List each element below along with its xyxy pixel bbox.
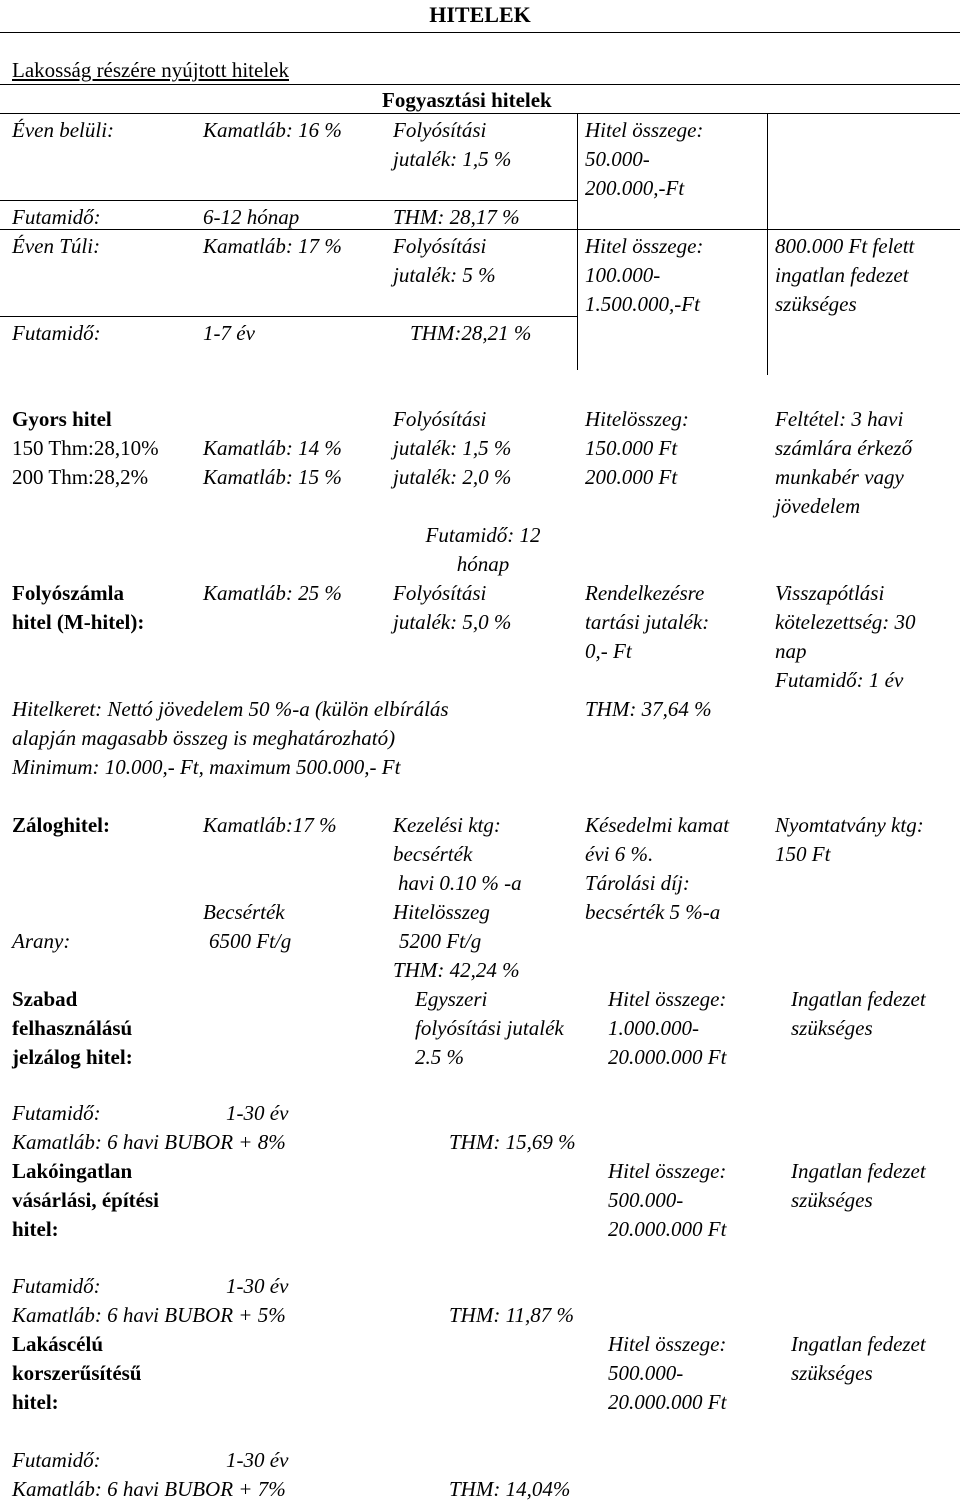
over-year-note: ingatlan fedezet (775, 263, 909, 287)
home-purchase-term-label: Futamidő: (12, 1274, 101, 1298)
consumer-top-rule (0, 84, 960, 85)
quick-loan-term: hónap (456, 552, 510, 576)
free-mortgage-rate: Kamatláb: 6 havi BUBOR + 8% (12, 1130, 286, 1154)
over-year-fee: Folyósítási (393, 234, 487, 258)
renovation-amount: 20.000.000 Ft (608, 1390, 727, 1414)
over-year-note: szükséges (775, 292, 857, 316)
within-year-fee: Folyósítási (393, 118, 487, 142)
over-year-thm: THM:28,21 % (410, 321, 532, 345)
over-year-amount: 1.500.000,-Ft (585, 292, 700, 316)
title-rule (0, 32, 960, 33)
consumer-heading-rule (0, 113, 960, 114)
free-mortgage-thm: THM: 15,69 % (449, 1130, 576, 1154)
within-year-rate: Kamatláb: 16 % (203, 118, 342, 142)
home-purchase-label: vásárlási, építési (12, 1188, 159, 1212)
over-year-amount: Hitel összege: (585, 234, 704, 258)
within-year-thm: THM: 28,17 % (393, 205, 520, 229)
within-year-amount: 200.000,-Ft (585, 176, 685, 200)
over-year-rate: Kamatláb: 17 % (203, 234, 342, 258)
overdraft-fee: jutalék: 5,0 % (393, 610, 512, 634)
quick-loan-label: Gyors hitel (12, 407, 112, 431)
free-mortgage-amount: Hitel összege: (608, 987, 727, 1011)
free-mortgage-label: Szabad (12, 987, 78, 1011)
overdraft-limit: Minimum: 10.000,- Ft, maximum 500.000,- Ft (12, 755, 401, 779)
renovation-rate: Kamatláb: 6 havi BUBOR + 7% (12, 1477, 286, 1501)
renovation-label: korszerűsítésű (12, 1361, 142, 1385)
pawn-handling-cost: havi 0.10 % -a (398, 871, 522, 895)
renovation-label: hitel: (12, 1390, 59, 1414)
home-purchase-label: Lakóingatlan (12, 1159, 133, 1183)
within-year-term-label: Futamidő: (12, 205, 101, 229)
free-mortgage-fee: folyósítási jutalék (415, 1016, 564, 1040)
over-year-label: Éven Túli: (12, 234, 101, 258)
home-purchase-label: hitel: (12, 1217, 59, 1241)
renovation-amount: 500.000- (608, 1361, 684, 1385)
overdraft-availability: Rendelkezésre (585, 581, 705, 605)
overdraft-label: hitel (M-hitel): (12, 610, 145, 634)
home-purchase-note: szükséges (791, 1188, 873, 1212)
consumer-row-rule-3 (0, 316, 577, 317)
within-year-fee: jutalék: 1,5 % (393, 147, 512, 171)
renovation-amount: Hitel összege: (608, 1332, 727, 1356)
pawn-print-cost: 150 Ft (775, 842, 831, 866)
renovation-thm: THM: 14,04% (449, 1477, 571, 1501)
overdraft-repayment: nap (775, 639, 807, 663)
home-purchase-amount: 20.000.000 Ft (608, 1217, 727, 1241)
home-purchase-note: Ingatlan fedezet (791, 1159, 926, 1183)
quick-loan-term: Futamidő: 12 (425, 523, 541, 547)
home-purchase-amount: 500.000- (608, 1188, 684, 1212)
consumer-row-rule-1 (0, 200, 577, 201)
overdraft-limit: Hitelkeret: Nettó jövedelem 50 %-a (külön elbírálás (12, 697, 449, 721)
consumer-heading: Fogyasztási hitelek (382, 88, 552, 112)
gold-estimate: 6500 Ft/g (209, 929, 292, 953)
over-year-note: 800.000 Ft felett (775, 234, 915, 258)
free-mortgage-fee: Egyszeri (415, 987, 488, 1011)
within-year-amount: 50.000- (585, 147, 650, 171)
quick-loan-fee: jutalék: 2,0 % (393, 465, 512, 489)
renovation-note: szükséges (791, 1361, 873, 1385)
quick-loan-condition: munkabér vagy (775, 465, 904, 489)
home-purchase-term: 1-30 év (226, 1274, 289, 1298)
over-year-fee: jutalék: 5 % (393, 263, 496, 287)
overdraft-availability: 0,- Ft (585, 639, 632, 663)
within-year-amount: Hitel összege: (585, 118, 704, 142)
over-year-term-label: Futamidő: (12, 321, 101, 345)
pawn-handling-cost: Kezelési ktg: (393, 813, 501, 837)
quick-loan-amount-head: Hitelösszeg: (585, 407, 689, 431)
home-purchase-thm: THM: 11,87 % (449, 1303, 575, 1327)
pawn-handling-cost: becsérték (393, 842, 473, 866)
free-mortgage-term: 1-30 év (226, 1101, 289, 1125)
overdraft-availability: tartási jutalék: (585, 610, 710, 634)
pawn-storage-fee: becsérték 5 %-a (585, 900, 721, 924)
pawn-loan-head: Hitelösszeg (393, 900, 490, 924)
pawn-print-cost: Nyomtatvány ktg: (775, 813, 924, 837)
pawn-thm: THM: 42,24 % (393, 958, 520, 982)
overdraft-repayment: Visszapótlási (775, 581, 885, 605)
free-mortgage-note: Ingatlan fedezet (791, 987, 926, 1011)
overdraft-rate: Kamatláb: 25 % (203, 581, 342, 605)
over-year-amount: 100.000- (585, 263, 661, 287)
section-subtitle: Lakosság részére nyújtott hitelek (12, 58, 289, 82)
free-mortgage-term-label: Futamidő: (12, 1101, 101, 1125)
renovation-term-label: Futamidő: (12, 1448, 101, 1472)
renovation-note: Ingatlan fedezet (791, 1332, 926, 1356)
consumer-divider-2 (767, 113, 768, 375)
quick-loan-amount: 200.000 Ft (585, 465, 678, 489)
free-mortgage-fee: 2.5 % (415, 1045, 464, 1069)
overdraft-repayment: Futamidő: 1 év (775, 668, 904, 692)
free-mortgage-label: felhasználású (12, 1016, 133, 1040)
within-year-label: Éven belüli: (12, 118, 115, 142)
page-title: HITELEK (429, 2, 531, 27)
quick-loan-rate: Kamatláb: 15 % (203, 465, 342, 489)
overdraft-limit: alapján magasabb összeg is meghatározható) (12, 726, 396, 750)
quick-loan-condition: Feltétel: 3 havi (775, 407, 904, 431)
gold-label: Arany: (12, 929, 71, 953)
quick-loan-condition: jövedelem (775, 494, 861, 518)
free-mortgage-amount: 1.000.000- (608, 1016, 699, 1040)
within-year-term: 6-12 hónap (203, 205, 300, 229)
consumer-divider-1 (577, 113, 578, 370)
pawn-late-fee: Késedelmi kamat (585, 813, 730, 837)
overdraft-repayment: kötelezettség: 30 (775, 610, 916, 634)
quick-loan-rate: Kamatláb: 14 % (203, 436, 342, 460)
free-mortgage-note: szükséges (791, 1016, 873, 1040)
gold-loan: 5200 Ft/g (399, 929, 482, 953)
free-mortgage-label: jelzálog hitel: (12, 1045, 133, 1069)
renovation-label: Lakáscélú (12, 1332, 104, 1356)
quick-loan-row: 150 Thm:28,10% (12, 436, 159, 460)
quick-loan-amount: 150.000 Ft (585, 436, 678, 460)
free-mortgage-amount: 20.000.000 Ft (608, 1045, 727, 1069)
quick-loan-fee: jutalék: 1,5 % (393, 436, 512, 460)
home-purchase-rate: Kamatláb: 6 havi BUBOR + 5% (12, 1303, 286, 1327)
pawn-loan-label: Záloghitel: (12, 813, 110, 837)
quick-loan-condition: számlára érkező (775, 436, 913, 460)
overdraft-fee: Folyósítási (393, 581, 487, 605)
quick-loan-row: 200 Thm:28,2% (12, 465, 149, 489)
pawn-loan-rate: Kamatláb:17 % (203, 813, 337, 837)
pawn-late-fee: évi 6 %. (585, 842, 654, 866)
overdraft-thm: THM: 37,64 % (585, 697, 712, 721)
renovation-term: 1-30 év (226, 1448, 289, 1472)
pawn-estimate-head: Becsérték (203, 900, 285, 924)
home-purchase-amount: Hitel összege: (608, 1159, 727, 1183)
pawn-storage-fee: Tárolási díj: (585, 871, 690, 895)
quick-loan-fee-head: Folyósítási (393, 407, 487, 431)
over-year-term: 1-7 év (203, 321, 255, 345)
overdraft-label: Folyószámla (12, 581, 124, 605)
